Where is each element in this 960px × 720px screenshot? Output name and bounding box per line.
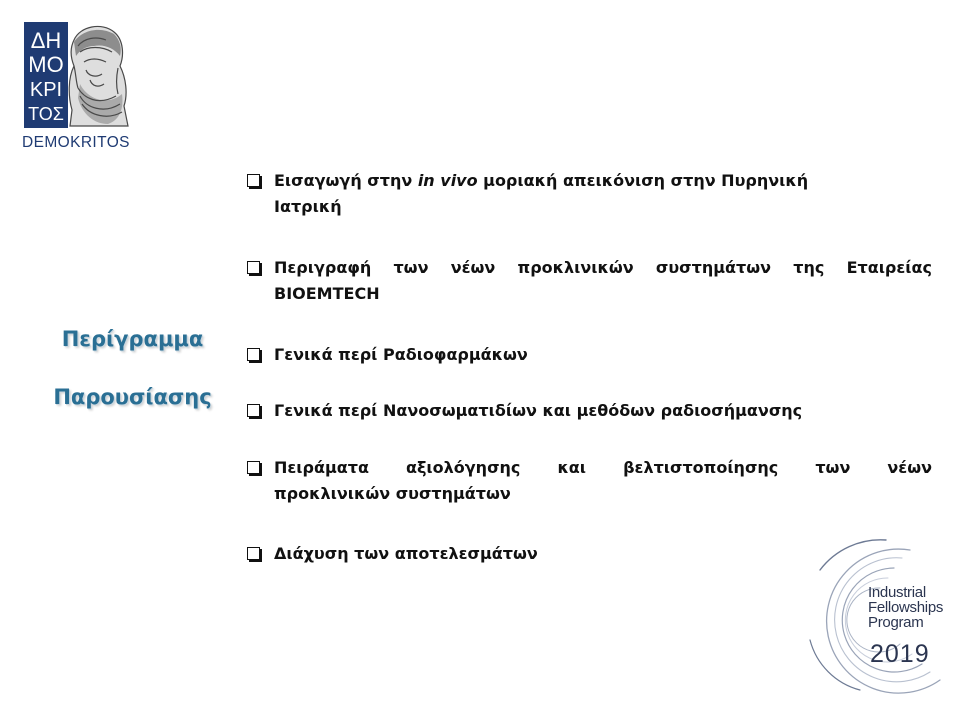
- list-item: [247, 455, 932, 507]
- bullet-text: Περιγραφή των νέων προκλινικών συστημάτων της Εταιρείας BIOEMTECH: [274, 258, 932, 303]
- logo-caption: DEMOKRITOS: [22, 134, 130, 151]
- checkbox-bullet-icon: [247, 547, 260, 560]
- demokritos-logo: [20, 20, 150, 160]
- emphasis-in-vivo: in vivo: [417, 171, 478, 190]
- ifp-logo-year: 2019: [870, 640, 930, 668]
- checkbox-bullet-icon: [247, 348, 260, 361]
- bullet-text: Γενικά περί Νανοσωματιδίων και μεθόδων ραδιοσήμανσης: [274, 401, 803, 420]
- logo-letters-2: ΜΟ: [28, 52, 64, 77]
- checkbox-bullet-icon: [247, 404, 260, 417]
- bullet-text: Πειράματα αξιολόγησης και βελτιστοποίησης των νέων προκλινικών συστημάτων: [274, 458, 932, 503]
- demokritos-emblem: [24, 22, 132, 128]
- section-title-line1: Περίγραμμα: [61, 327, 204, 351]
- section-title-line2: Παρουσίασης: [53, 385, 212, 409]
- list-item: [247, 398, 932, 424]
- list-item: [247, 168, 932, 220]
- bullet-text: Διάχυση των αποτελεσμάτων: [274, 544, 538, 563]
- list-item: [247, 255, 932, 307]
- checkbox-bullet-icon: [247, 174, 260, 187]
- logo-letters-4: ΤΟΣ: [28, 104, 64, 124]
- checkbox-bullet-icon: [247, 461, 260, 474]
- bullet-text: Γενικά περί Ραδιοφαρμάκων: [274, 345, 528, 364]
- bullet-text: Εισαγωγή στην in vivo μοριακή απεικόνιση στην Πυρηνική Ιατρική: [274, 171, 809, 216]
- logo-letters-3: ΚΡΙ: [29, 79, 63, 101]
- ifp-logo-text: Industrial Fellowships Program: [868, 584, 944, 631]
- checkbox-bullet-icon: [247, 261, 260, 274]
- list-item: [247, 342, 932, 368]
- logo-letters-1: ΔΗ: [30, 28, 62, 53]
